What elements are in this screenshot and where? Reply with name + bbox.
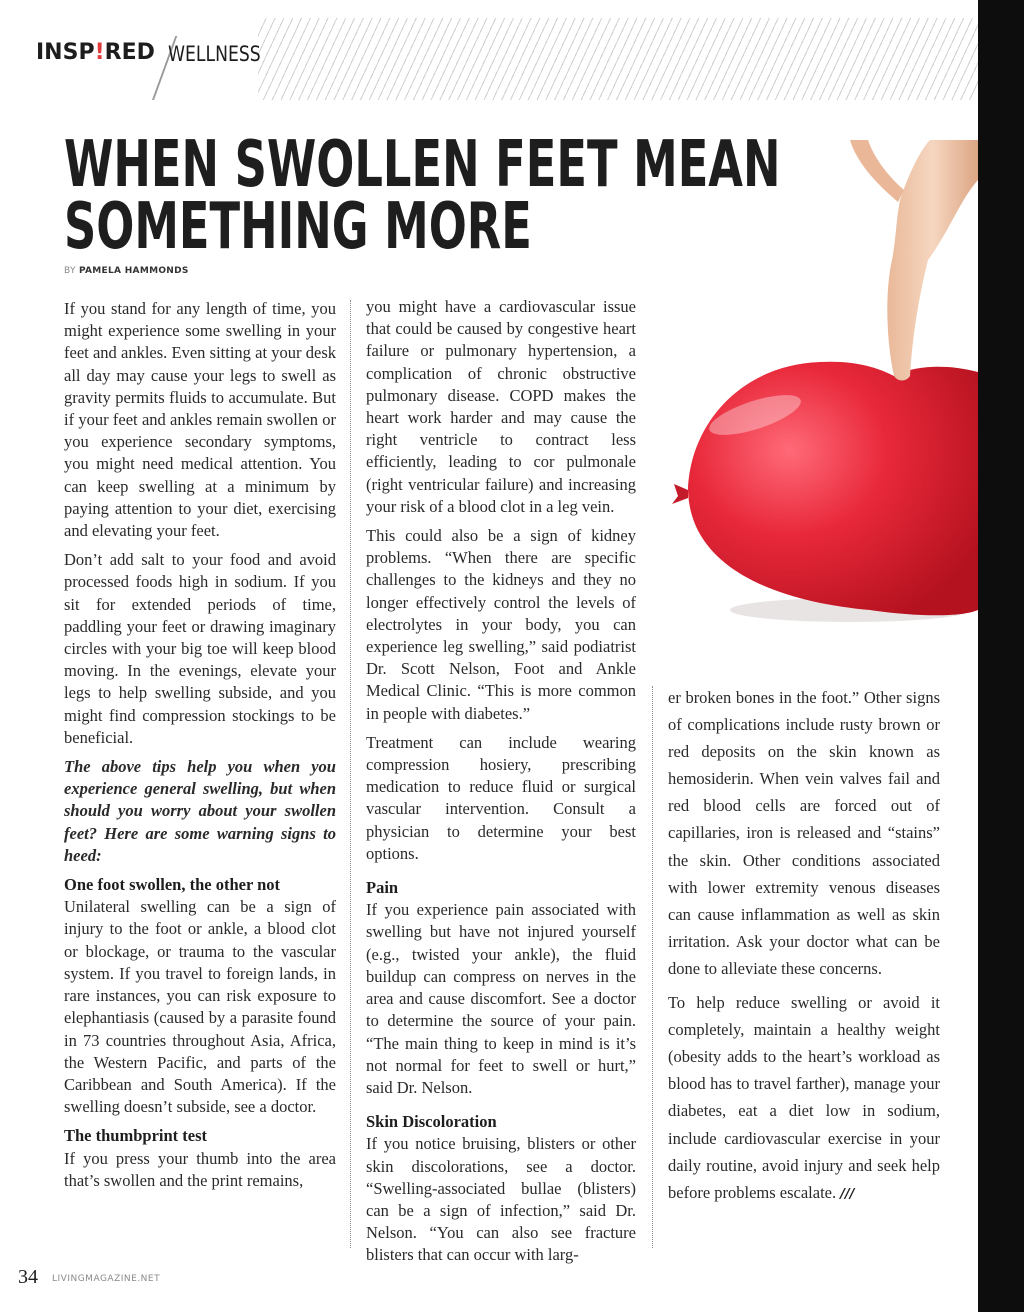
page-edge-bar	[978, 0, 1024, 1312]
column-rule-1	[350, 300, 351, 1248]
paragraph: Treatment can include wearing compression hosiery, prescribing medication to reduce fluid or surgical vascular intervention. Consult a physician to determine your best options.	[366, 732, 636, 863]
lead-paragraph: The above tips help you when you experience general swelling, but when should you worry about your swollen feet? Here are some warning signs to heed:	[64, 757, 336, 865]
brand-logo: INSP!RED	[36, 40, 155, 65]
balloon-icon	[688, 362, 978, 616]
byline: BY PAMELA HAMMONDS	[64, 266, 189, 276]
subheading-skin: Skin Discoloration	[366, 1112, 497, 1132]
subheading-thumbprint: The thumbprint test	[64, 1126, 208, 1146]
balloon-photo	[660, 140, 978, 640]
subheading-pain: Pain	[366, 878, 399, 898]
paragraph: To help reduce swelling or avoid it completely, maintain a healthy weight (obesity adds to the heart’s workload as blood has to travel farther), manage your diabetes, eat a diet low in sodium, include cardiovascular exercise in your daily routine, avoid injury and seek help before problems escalate. ///	[668, 993, 940, 1202]
subheading-one-foot: One foot swollen, the other not	[64, 875, 281, 895]
article-title	[64, 128, 781, 264]
title-line-1: WHEN SWOLLEN FEET MEAN	[64, 128, 781, 202]
hatch-pattern	[258, 18, 978, 100]
article-column-2	[366, 296, 636, 1274]
paragraph: Unilateral swelling can be a sign of injury to the foot or ankle, a blood clot or blockage, or trauma to the vascular system. If you travel to foreign lands, in rare instances, you can risk exposure to elephantiasis (caused by a parasite found in 73 countries throughout Asia, Africa, the Western Pacific, and parts of the Caribbean and South America). If the swelling doesn’t subside, see a doctor.	[64, 897, 336, 1117]
paragraph: If you experience pain associated with swelling but have not injured yourself (e.g., twisted your ankle), the fluid buildup can compress on nerves in the area and cause discomfort. See a doctor to determine the source of your pain. “The main thing to keep in mind is it’s not normal for feet to swell or hurt,” said Dr. Nelson.	[366, 900, 636, 1097]
paragraph: Don’t add salt to your food and avoid processed foods high in sodium. If you sit for extended periods of time, paddling your feet or drawing imaginary circles with your big toe will keep blood moving. In the evenings, elevate your legs to help swelling subside, and you might find compression stockings to be beneficial.	[64, 550, 336, 747]
thumb-icon	[850, 140, 904, 202]
paragraph: If you notice bruising, blisters or other skin discolorations, see a doctor. “Swelling-associated bullae (blisters) can be a sign of infection,” said Dr. Nelson. “You can also see fracture blisters that can occur with larg-	[366, 1134, 636, 1265]
paragraph: If you stand for any length of time, you might experience some swelling in your feet and ankles. Even sitting at your desk all day may cause your legs to swell as gravity permits fluids to accumulate. But if your feet and ankles remain swollen or you experience secondary symptoms, you might need medical attention. You can keep swelling at a minimum by paying attention to your diet, exercising and elevating your feet.	[64, 299, 336, 541]
paragraph: If you press your thumb into the area that’s swollen and the print remains,	[64, 1148, 336, 1190]
paragraph: This could also be a sign of kidney problems. “When there are specific challenges to the kidneys and they no longer effectively control the levels of electrolytes in your body, you can experience leg swelling,” said podiatrist Dr. Scott Nelson, Foot and Ankle Medical Clinic. “This is more common in people with diabetes.”	[366, 526, 636, 723]
page-number: 34	[18, 1266, 38, 1288]
article-column-3	[668, 684, 940, 1215]
section-label: WELLNESS	[168, 42, 261, 66]
masthead	[0, 0, 978, 100]
balloon-knot	[672, 484, 688, 504]
paragraph: er broken bones in the foot.” Other signs of complications include rusty brown or red deposits on the skin known as hemosiderin. When vein valves fail and red blood cells are forced out of capillaries, iron is released and “stains” the skin. Other conditions associated with lower extremity venous diseases can cause inflammation as well as skin irritation. Ask your doctor what can be done to alleviate these concerns.	[668, 688, 940, 978]
footer-website: LIVINGMAGAZINE.NET	[52, 1274, 161, 1284]
finger-icon	[887, 140, 978, 381]
title-line-2: SOMETHING MORE	[64, 190, 532, 264]
end-mark-icon: ///	[840, 1186, 855, 1202]
paragraph: you might have a cardiovascular issue that could be caused by congestive heart failure or pulmonary hypertension, a complication of chronic obstructive pulmonary disease. COPD makes the heart work harder and may cause the right ventricle to contract less efficiently, leading to cor pulmonale (right ventricular failure) and increasing your risk of a blood clot in a leg vein.	[366, 297, 636, 516]
column-rule-2	[652, 686, 653, 1248]
author-name: PAMELA HAMMONDS	[78, 266, 189, 276]
article-column-1	[64, 298, 336, 1199]
